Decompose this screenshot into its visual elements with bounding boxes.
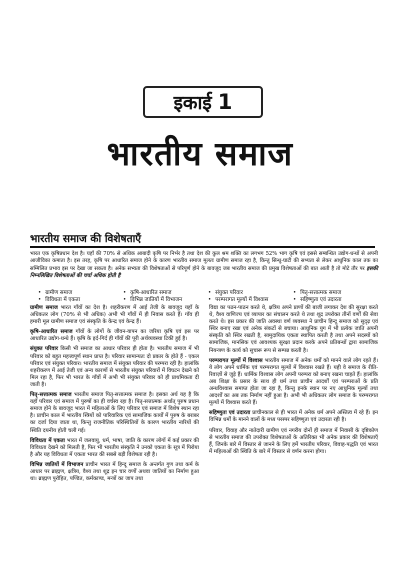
paragraph-heading: परम्परागत मूल्यों में विश्वास (209, 357, 263, 364)
paragraph-text: परिवार, विवाह और नातेदारी ग्रामीण एवं नगरीय दोनों ही समाज में निवासी के दृष्टिकोण से भारतीय समाज की उपरोक्त विशेषताओं के अतिरिक्त भी अनेक प्रकार की विशेषताएँ हैं, जिनके बारे में विस्तार से जानने के लिए हमें भारतीय परिवार, विवाह-पद्धति एवं भारत में महिलाओं की स्थिति के बारे में विस्तार से वर्णन करना होगा। (209, 427, 378, 455)
feature-item: • विभिन्न जातियों में विभाजन (123, 297, 208, 304)
feature-item: • कृषि-आधारित समाज (123, 290, 208, 297)
feature-item: • ग्रामीण समाज (38, 290, 123, 297)
right-column (209, 305, 378, 486)
unit-number: 1 (217, 90, 233, 114)
paragraph-text: गाँवों के लोगों के जीवन-यापन का जरिया कृषि एवं इस पर आधारित उद्योग-धन्धे हैं। कृषि के इर्द-गिर्द ही गाँवों की पूरी अर्थव्यवस्था टिकी हुई है। (30, 329, 199, 343)
paragraph-heading: ग्रामीण समाज (30, 305, 58, 311)
paragraph-text: विद्या का पठन-पाठन करते थे, क्षत्रिय अपने प्राणों की बाजी लगाकर देश की सुरक्षा करते थे, वैश्य वाणिज्य एवं व्यापार का संचालन करते थे तथा शूद्र उपरोक्त तीनों वर्णों की सेवा करते थे। इस प्रकार की जाति अवस्था वर्ण व्यवस्था ने प्राचीन हिन्दू समाज को सुदृढ़ एवं स्थिर बनाए रखा एवं अनेक संकटों से बचाया। आधुनिक युग में भी प्रत्येक जाति अपनी संस्कृति को स्थिर रखती है, सामुदायिक एकता स्थापित करती है तथा अपने सदस्यों को सामाजिक, मानसिक एवं आवश्यक सुरक्षा प्रदान करके अपने प्रतिबन्धों द्वारा सामाजिक नियन्त्रण के कार्य को सुचारू रूप से सम्पन्न करती है। (209, 305, 378, 354)
section-underline (30, 246, 375, 248)
paragraph (209, 428, 378, 456)
chapter-title: भारतीय समाज (106, 134, 294, 173)
body-columns (30, 305, 378, 486)
feature-item: • पितृ-सत्तात्मक समाज (293, 290, 378, 297)
feature-item: • परम्परागत मूल्यों में विश्वास (208, 297, 293, 304)
left-column (30, 305, 199, 486)
intro-emphasis: इसकी निम्नलिखित विशेषताओं की चर्चा अधिक होती है (30, 265, 378, 280)
feature-item: • संयुक्त परिवार (208, 290, 293, 297)
paragraph (30, 392, 199, 435)
feature-item: • सहिष्णुता एवं उदारता (293, 297, 378, 304)
paragraph-heading: पितृ-सत्तात्मक समाज (30, 392, 72, 399)
paragraph-text: किसी भी समाज का आधार परिवार ही होता है। भारतीय समाज में भी परिवार को बहुत महत्त्वपूर्ण स्थान प्राप्त है। परिवार सामान्यतः दो प्रकार के होते हैं - एकल परिवार एवं संयुक्त परिवार। भारतीय समाज में संयुक्त परिवार की परम्परा रही है। हालांकि शहरीकरण में आई तेजी एवं अन्य कारणों से भारतीय संयुक्त परिवारों में विघटन देखने को मिल रहा है, फिर भी भारत के गाँवों में अभी भी संयुक्त परिवार को ही प्राथमिकता दी जाती है। (30, 346, 199, 388)
paragraph-heading: सहिष्णुता एवं उदारता (209, 410, 251, 417)
paragraph-text: प्राचीनकाल से ही भारत में अनेक धर्म अपने अस्तित्व में रहे हैं। इन विभिन्न धर्मों के मानने वालों के मध्य परस्पर सहिष्णुता एवं उदारता रही है। (209, 410, 378, 424)
features-list (38, 290, 378, 305)
paragraph (209, 305, 378, 355)
paragraph (30, 346, 199, 389)
paragraph (209, 410, 378, 424)
paragraph (30, 462, 199, 483)
paragraph-heading: कृषि-आधारित समाज (30, 329, 73, 336)
paragraph-heading: विभिन्न जातियों में विभाजन (30, 461, 84, 468)
paragraph-text: भारतीय समाज पितृ-सत्तात्मक समाज है। इसका अर्थ यह है कि यहाँ परिवार एवं समाज में पुरुषों का ही वर्चस्व रहा है। पितृ-सत्तात्मक अर्थात् पुरुष प्रधान समाज होने के बावजूद भारत में महिलाओं के लिए परिवार एवं समाज में विशेष स्थान रहा है। प्राचीन काल में भारतीय स्त्रियों को पारिवारिक एवं सामाजिक कार्यों में पुरुष के बराबर का दर्जा दिया जाता था, किन्तु राजनीतिक परिस्थितियों के कारण भारतीय नारियों की स्थिति दयनीय होती चली गई। (30, 392, 199, 434)
unit-label-box (143, 86, 263, 118)
section-heading: भारतीय समाज की विशेषताएँ (30, 233, 142, 245)
paragraph-text: प्राचीन भारत में हिन्दू समाज के अन्तर्गत गुण तथा कर्म के आधार पर ब्राह्मण, क्षत्रिय, वैश्य तथा शूद्र इन चार वर्णों अथवा जातियों का निर्माण हुआ था। ब्राह्मण पुरोहित, पण्डित, कर्मकाण्ड, मन्त्रों का जाप तथा (30, 461, 199, 483)
paragraph (30, 329, 199, 343)
features-row (38, 297, 378, 304)
paragraph-text: भारत में जलवायु, धर्म, भाषा, जाति के कारण लोगों में कई प्रकार की विविधता देखने को मिलती है, फिर भी भारतीय संस्कृति ने उनको एकता के सूत्र में पिरोया है और यह विविधता में एकता भारत की सबसे बड़ी विशेषता रही है। (30, 437, 199, 458)
paragraph (209, 358, 378, 408)
paragraph-heading: संयुक्त परिवार (30, 346, 59, 353)
unit-label: इकाई (173, 92, 212, 114)
paragraph-text: भारत गाँवों का देश है। शहरीकरण में आई तेजी के बावजूद यहाँ के अधिकतर लोग (70% से भी अधिक) अभी भी गाँवों में ही निवास करते हैं। गाँव ही हमारी मूल ग्रामीण समाज एवं संस्कृति के केन्द्र एवं केन्द्र हैं। (30, 305, 200, 326)
paragraph-heading: विविधता में एकता (30, 437, 65, 444)
intro-text: भारत एक कृषिप्रधान देश है। यहाँ की 70% से अधिक आबादी कृषि पर निर्भर है तथा देश की कुल श्रम शक्ति का लगभग 52% भाग कृषि एवं इससे सम्बन्धित उद्योग-धन्धों से अपनी आजीविका कमाता है। इस तरह, कृषि पर आधारित समाज होने के कारण भारतीय समाज मूलतः ग्रामीण समाज रहा है, किन्तु सिन्धु-घाटी की सभ्यता से लेकर आधुनिक काल तक का सम्मिलित प्रभाव इस पर देखा जा सकता है। अनेक सभ्यता की विशेषताओं से परिपूर्ण होने के बावजूद जब भारतीय समाज की प्रमुख विशेषताओं की बात आती है तो मोटे तौर पर (30, 251, 378, 272)
feature-item: • विविधता में एकता (38, 297, 123, 304)
intro-paragraph (30, 251, 378, 281)
paragraph (30, 438, 199, 459)
paragraph-text: भारतीय समाज में अनेक धर्मों को मानने वाले लोग रहते हैं। ये लोग अपने धार्मिक एवं परम्परागत मूल्यों में विश्वास रखते हैं। यही वे समाज के रीति-रिवाज़ों से जुड़े हैं। धार्मिक विश्वास लोग अपनी परम्परा को बनाए रखना चाहते हैं। हालांकि अब शिक्षा के प्रसार के साथ ही धर्म तथा प्राचीन आदर्शों एवं परम्पराओं के प्रति अन्धविश्वास समाप्त होता जा रहा है, किन्तु इनके स्थान पर नए आधुनिक मूल्यों तथा आदर्शों का अब तक निर्माण नहीं हुआ है। अभी भी अधिकतर लोग समाज के परम्परागत मूल्यों में विश्वास करते हैं। (209, 357, 378, 407)
paragraph (30, 305, 199, 326)
